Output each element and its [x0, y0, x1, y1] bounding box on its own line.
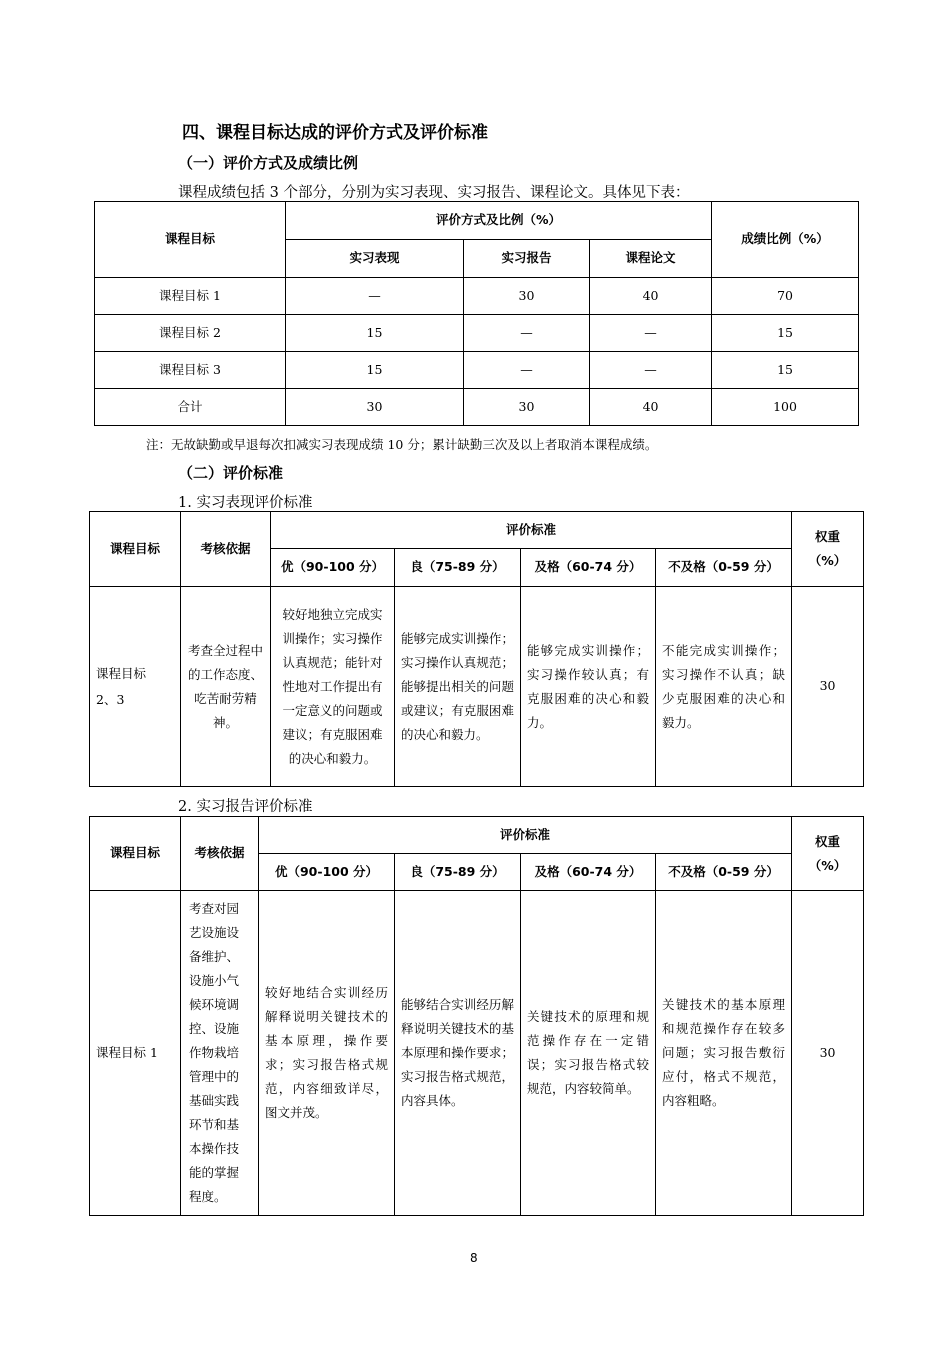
t3-header-a: 优（90-100 分）: [259, 854, 395, 891]
t3-header-basis: 考核依据: [181, 817, 259, 891]
t3-header-std: 评价标准: [259, 817, 792, 854]
t1-header-paper: 课程论文: [590, 240, 712, 278]
t1-header-method: 评价方式及比例（%）: [286, 202, 712, 240]
t1-paper: —: [590, 352, 712, 389]
t2-criteria-d: 不能完成实训操作；实习操作不认真；缺少克服困难的决心和毅力。: [656, 587, 792, 787]
t3-criteria-b: 能够结合实训经历解释说明关键技术的基本原理和操作要求；实习报告格式规范，内容具体。: [395, 891, 521, 1216]
t3-header-c: 及格（60-74 分）: [521, 854, 656, 891]
t1-paper: —: [590, 315, 712, 352]
t1-header-ratio: 成绩比例（%）: [712, 202, 859, 278]
sub1-intro: 课程成绩包括 3 个部分，分别为实习表现、实习报告、课程论文。具体见下表：: [178, 185, 690, 201]
t2-header-basis: 考核依据: [181, 512, 271, 587]
t1-goal: 课程目标 3: [95, 352, 286, 389]
t2-basis: 考查全过程中的工作态度、吃苦耐劳精神。: [181, 587, 271, 787]
table-row: [90, 587, 864, 787]
t2-header-std: 评价标准: [271, 512, 792, 549]
t1-perf: 15: [286, 352, 464, 389]
t1-perf: 30: [286, 389, 464, 426]
t3-header-b: 良（75-89 分）: [395, 854, 521, 891]
t1-ratio: 100: [712, 389, 859, 426]
t1-paper: 40: [590, 389, 712, 426]
t1-header-perf: 实习表现: [286, 240, 464, 278]
sub1-title: （一）评价方式及成绩比例: [178, 154, 359, 172]
t1-perf: —: [286, 278, 464, 315]
table-row: [95, 352, 859, 389]
t1-header-goal: 课程目标: [95, 202, 286, 278]
t1-goal: 课程目标 1: [95, 278, 286, 315]
t1-report: 30: [464, 389, 590, 426]
t2-header-goal: 课程目标: [90, 512, 181, 587]
sub2-1-title: 1. 实习表现评价标准: [178, 495, 313, 511]
t1-goal: 合计: [95, 389, 286, 426]
t3-criteria-a: 较好地结合实训经历解释说明关键技术的基本原理，操作要求；实习报告格式规范，内容细致详尽，图文并茂。: [259, 891, 395, 1216]
t3-header-weight: [792, 817, 864, 891]
t1-report: 30: [464, 278, 590, 315]
t2-goal-line2: 2、3: [96, 691, 125, 707]
performance-criteria-table: [89, 511, 864, 787]
t3-header-weight-unit: （%）: [808, 857, 847, 873]
t3-weight: 30: [792, 891, 864, 1216]
t2-header-c: 及格（60-74 分）: [521, 549, 656, 587]
grade-ratio-table: [94, 201, 859, 426]
t1-paper: 40: [590, 278, 712, 315]
t2-header-b: 良（75-89 分）: [395, 549, 521, 587]
table1-note: 注：无故缺勤或早退每次扣减实习表现成绩 10 分；累计缺勤三次及以上者取消本课程成绩。: [146, 437, 658, 452]
t2-header-weight-label: 权重: [815, 529, 841, 544]
t3-header-d: 不及格（0-59 分）: [656, 854, 792, 891]
t1-ratio: 70: [712, 278, 859, 315]
t3-header-weight-label: 权重: [815, 833, 841, 849]
t2-header-a: 优（90-100 分）: [271, 549, 395, 587]
table-row: [95, 389, 859, 426]
t2-goal: [90, 587, 181, 787]
table-row: [95, 278, 859, 315]
t2-header-weight-unit: （%）: [808, 553, 847, 568]
t3-criteria-c: 关键技术的原理和规范操作存在一定错误；实习报告格式较规范，内容较简单。: [521, 891, 656, 1216]
sub2-title: （二）评价标准: [178, 464, 284, 482]
t2-header-d: 不及格（0-59 分）: [656, 549, 792, 587]
t1-perf: 15: [286, 315, 464, 352]
table-row: [90, 891, 864, 1216]
t3-header-goal: 课程目标: [90, 817, 181, 891]
page-number: 8: [470, 1251, 478, 1265]
t1-report: —: [464, 315, 590, 352]
t2-header-weight: [792, 512, 864, 587]
t1-ratio: 15: [712, 352, 859, 389]
table-row: [95, 315, 859, 352]
t2-goal-line1: 课程目标: [96, 665, 147, 681]
t3-goal: 课程目标 1: [90, 891, 181, 1216]
t3-criteria-d: 关键技术的基本原理和规范操作存在较多问题；实习报告敷衍应付，格式不规范，内容粗略。: [656, 891, 792, 1216]
report-criteria-table: [89, 816, 864, 1216]
t1-report: —: [464, 352, 590, 389]
section-title: 四、课程目标达成的评价方式及评价标准: [182, 123, 488, 143]
sub2-2-title: 2. 实习报告评价标准: [178, 799, 313, 815]
t1-goal: 课程目标 2: [95, 315, 286, 352]
t2-weight: 30: [792, 587, 864, 787]
t2-criteria-a: 较好地独立完成实训操作；实习操作认真规范；能针对性地对工作提出有一定意义的问题或建议；有克服困难的决心和毅力。: [271, 587, 395, 787]
t2-criteria-b: 能够完成实训操作；实习操作认真规范；能够提出相关的问题或建议；有克服困难的决心和毅力。: [395, 587, 521, 787]
t3-basis: 考查对园艺设施设备维护、设施小气候环境调控、设施作物栽培管理中的基础实践环节和基本操作技能的掌握程度。: [181, 891, 259, 1216]
t2-criteria-c: 能够完成实训操作；实习操作较认真；有克服困难的决心和毅力。: [521, 587, 656, 787]
t1-header-report: 实习报告: [464, 240, 590, 278]
t1-ratio: 15: [712, 315, 859, 352]
